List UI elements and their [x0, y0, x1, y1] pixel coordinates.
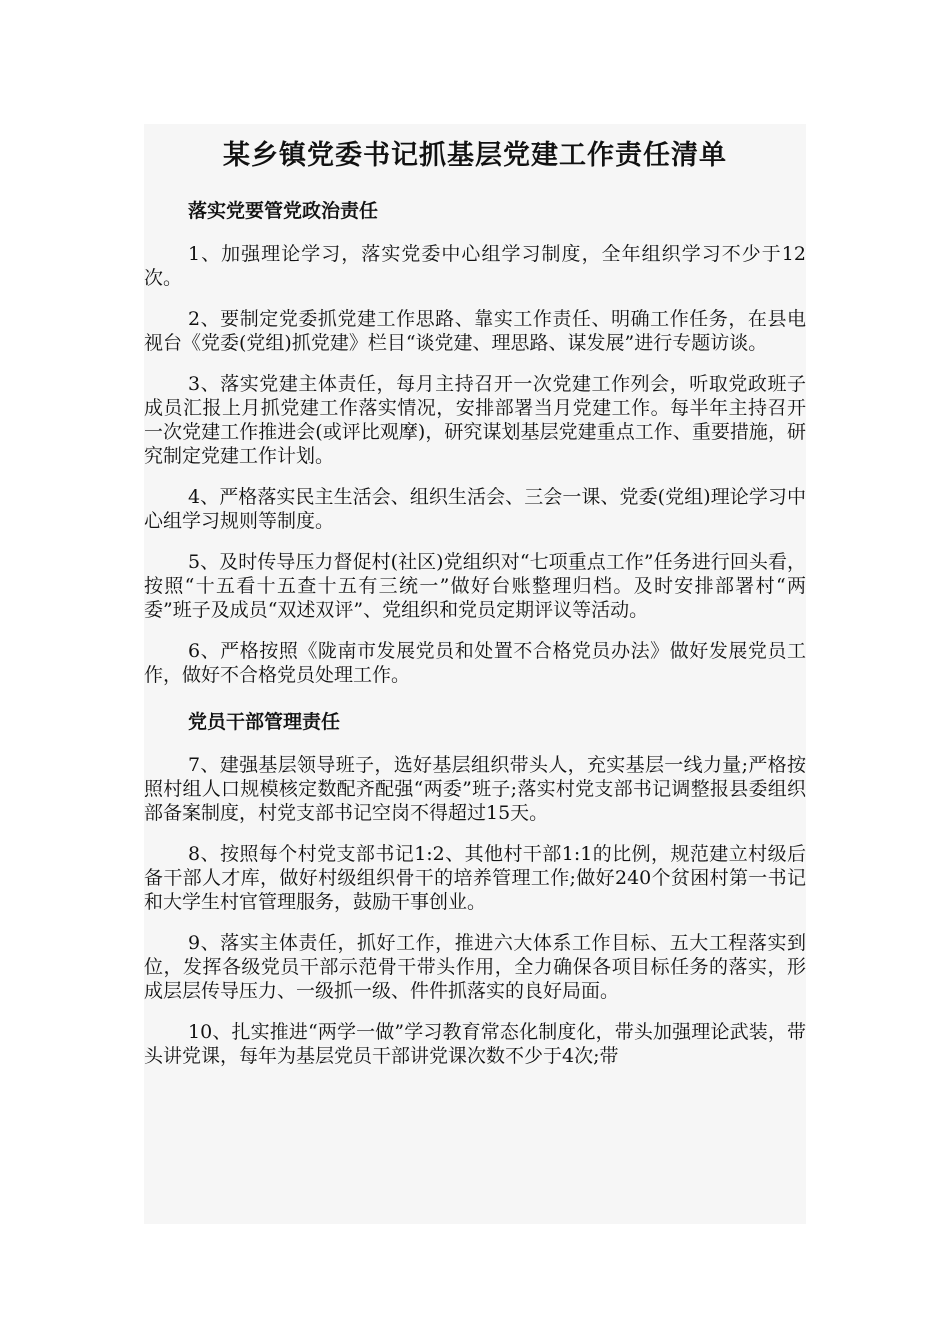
paragraph-item-7: 7、建强基层领导班子，选好基层组织带头人，充实基层一线力量;严格按照村组人口规模核定数配齐配强“两委”班子;落实村党支部书记调整报县委组织部备案制度，村党支部书记空岗不得超过15天。: [144, 754, 806, 824]
paragraph-item-5: 5、及时传导压力督促村(社区)党组织对“七项重点工作”任务进行回头看，按照“十五看十五查十五有三统一”做好台账整理归档。及时安排部署村“两委”班子及成员“双述双评”、党组织和党员定期评议等活动。: [144, 551, 806, 621]
section-heading-cadre-management: 党员干部管理责任: [188, 711, 341, 733]
paragraph-item-9: 9、落实主体责任，抓好工作，推进六大体系工作目标、五大工程落实到位，发挥各级党员干部示范骨干带头作用，全力确保各项目标任务的落实，形成层层传导压力、一级抓一级、件件抓落实的良好局面。: [144, 932, 806, 1002]
paragraph-item-4: 4、严格落实民主生活会、组织生活会、三会一课、党委(党组)理论学习中心组学习规则等制度。: [144, 486, 806, 532]
paragraph-item-2: 2、要制定党委抓党建工作思路、靠实工作责任、明确工作任务，在县电视台《党委(党组)抓党建》栏目“谈党建、理思路、谋发展”进行专题访谈。: [144, 308, 806, 354]
paragraph-item-1: 1、加强理论学习，落实党委中心组学习制度，全年组织学习不少于12次。: [144, 243, 806, 289]
document-page: [144, 124, 806, 1224]
paragraph-item-3: 3、落实党建主体责任，每月主持召开一次党建工作列会，听取党政班子成员汇报上月抓党建工作落实情况，安排部署当月党建工作。每半年主持召开一次党建工作推进会(或评比观摩)，研究谋划基层党建重点工作、重要措施，研究制定党建工作计划。: [144, 373, 806, 467]
section-heading-political-responsibility: 落实党要管党政治责任: [188, 200, 379, 222]
paragraph-item-10: 10、扎实推进“两学一做”学习教育常态化制度化，带头加强理论武装，带头讲党课，每年为基层党员干部讲党课次数不少于4次;带: [144, 1021, 806, 1067]
document-title: 某乡镇党委书记抓基层党建工作责任清单: [223, 140, 727, 171]
paragraph-item-6: 6、严格按照《陇南市发展党员和处置不合格党员办法》做好发展党员工作，做好不合格党员处理工作。: [144, 640, 806, 686]
paragraph-item-8: 8、按照每个村党支部书记1:2、其他村干部1:1的比例，规范建立村级后备干部人才库，做好村级组织骨干的培养管理工作;做好240个贫困村第一书记和大学生村官管理服务，鼓励干事创业。: [144, 843, 806, 913]
